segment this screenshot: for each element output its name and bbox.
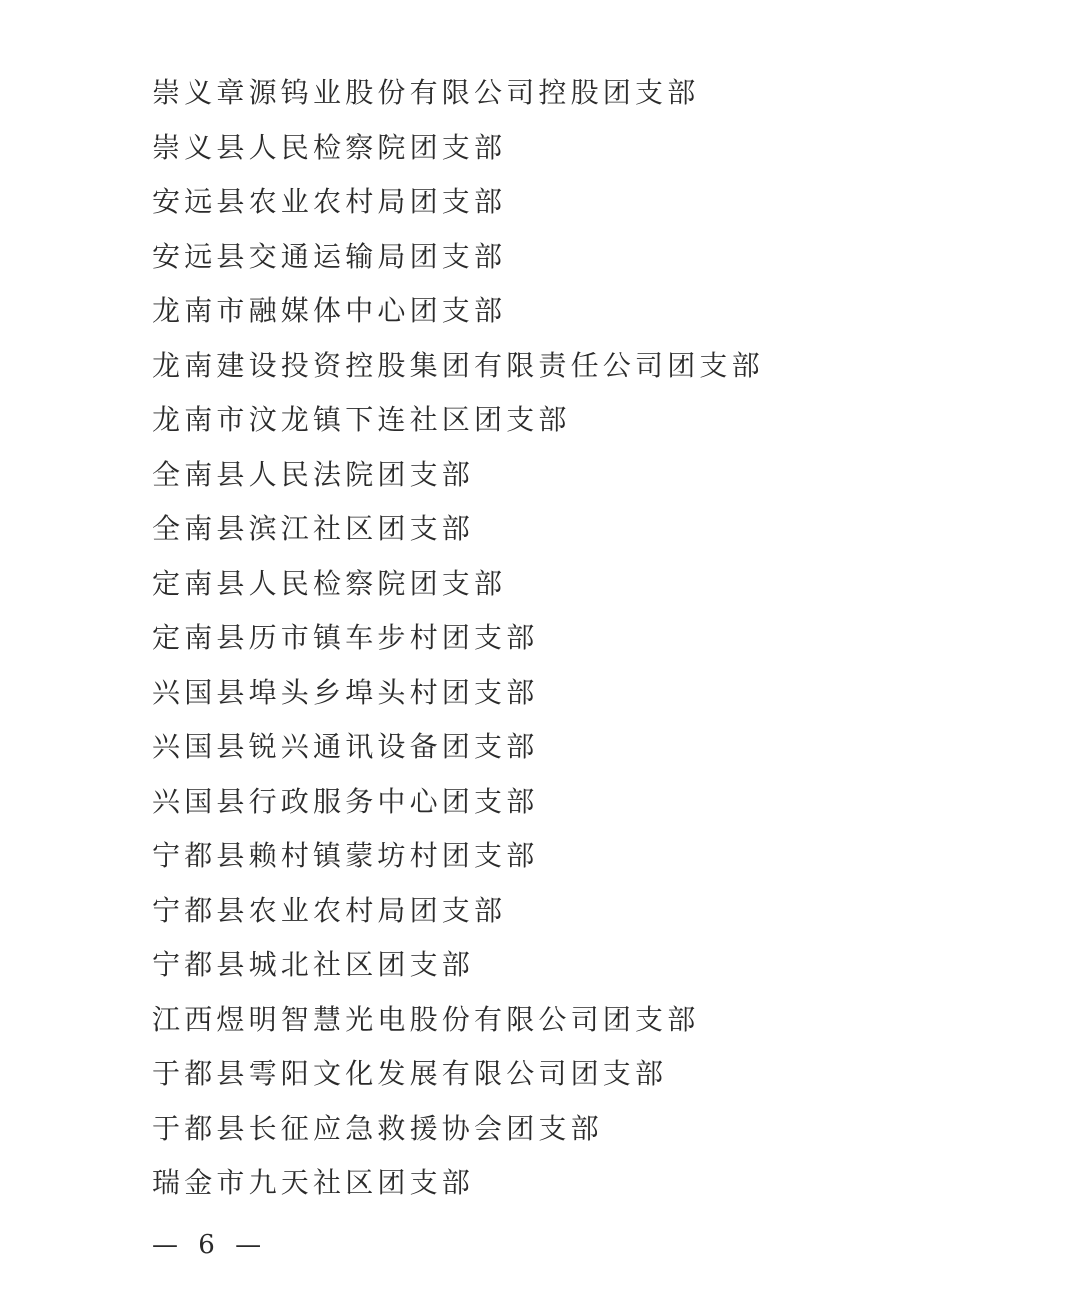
list-item: 安远县交通运输局团支部: [152, 239, 507, 273]
page-number: — 6 —: [152, 1230, 268, 1260]
list-item: 定南县人民检察院团支部: [152, 566, 507, 600]
list-item: 于都县长征应急救援协会团支部: [152, 1111, 603, 1145]
list-item: 宁都县城北社区团支部: [152, 948, 475, 981]
list-item: 江西煜明智慧光电股份有限公司团支部: [152, 1002, 700, 1036]
list-item: 宁都县赖村镇蒙坊村团支部: [152, 839, 539, 872]
list-item: 兴国县行政服务中心团支部: [152, 784, 539, 818]
list-item: 兴国县锐兴通讯设备团支部: [152, 730, 539, 763]
list-item: 龙南市汶龙镇下连社区团支部: [152, 403, 571, 436]
list-item: 崇义县人民检察院团支部: [152, 130, 507, 164]
list-item: 崇义章源钨业股份有限公司控股团支部: [152, 76, 700, 109]
list-item: 全南县滨江社区团支部: [152, 512, 475, 545]
list-item: 安远县农业农村局团支部: [152, 185, 507, 218]
list-item: 龙南建设投资控股集团有限责任公司团支部: [152, 348, 764, 382]
list-item: 宁都县农业农村局团支部: [152, 893, 507, 927]
list-item: 兴国县埠头乡埠头村团支部: [152, 675, 539, 709]
list-item: 于都县雩阳文化发展有限公司团支部: [152, 1057, 668, 1090]
list-item: 瑞金市九天社区团支部: [152, 1166, 475, 1199]
list-item: 龙南市融媒体中心团支部: [152, 294, 507, 327]
list-item: 全南县人民法院团支部: [152, 457, 475, 491]
list-item: 定南县历市镇车步村团支部: [152, 621, 539, 654]
organization-list: [152, 70, 764, 1215]
